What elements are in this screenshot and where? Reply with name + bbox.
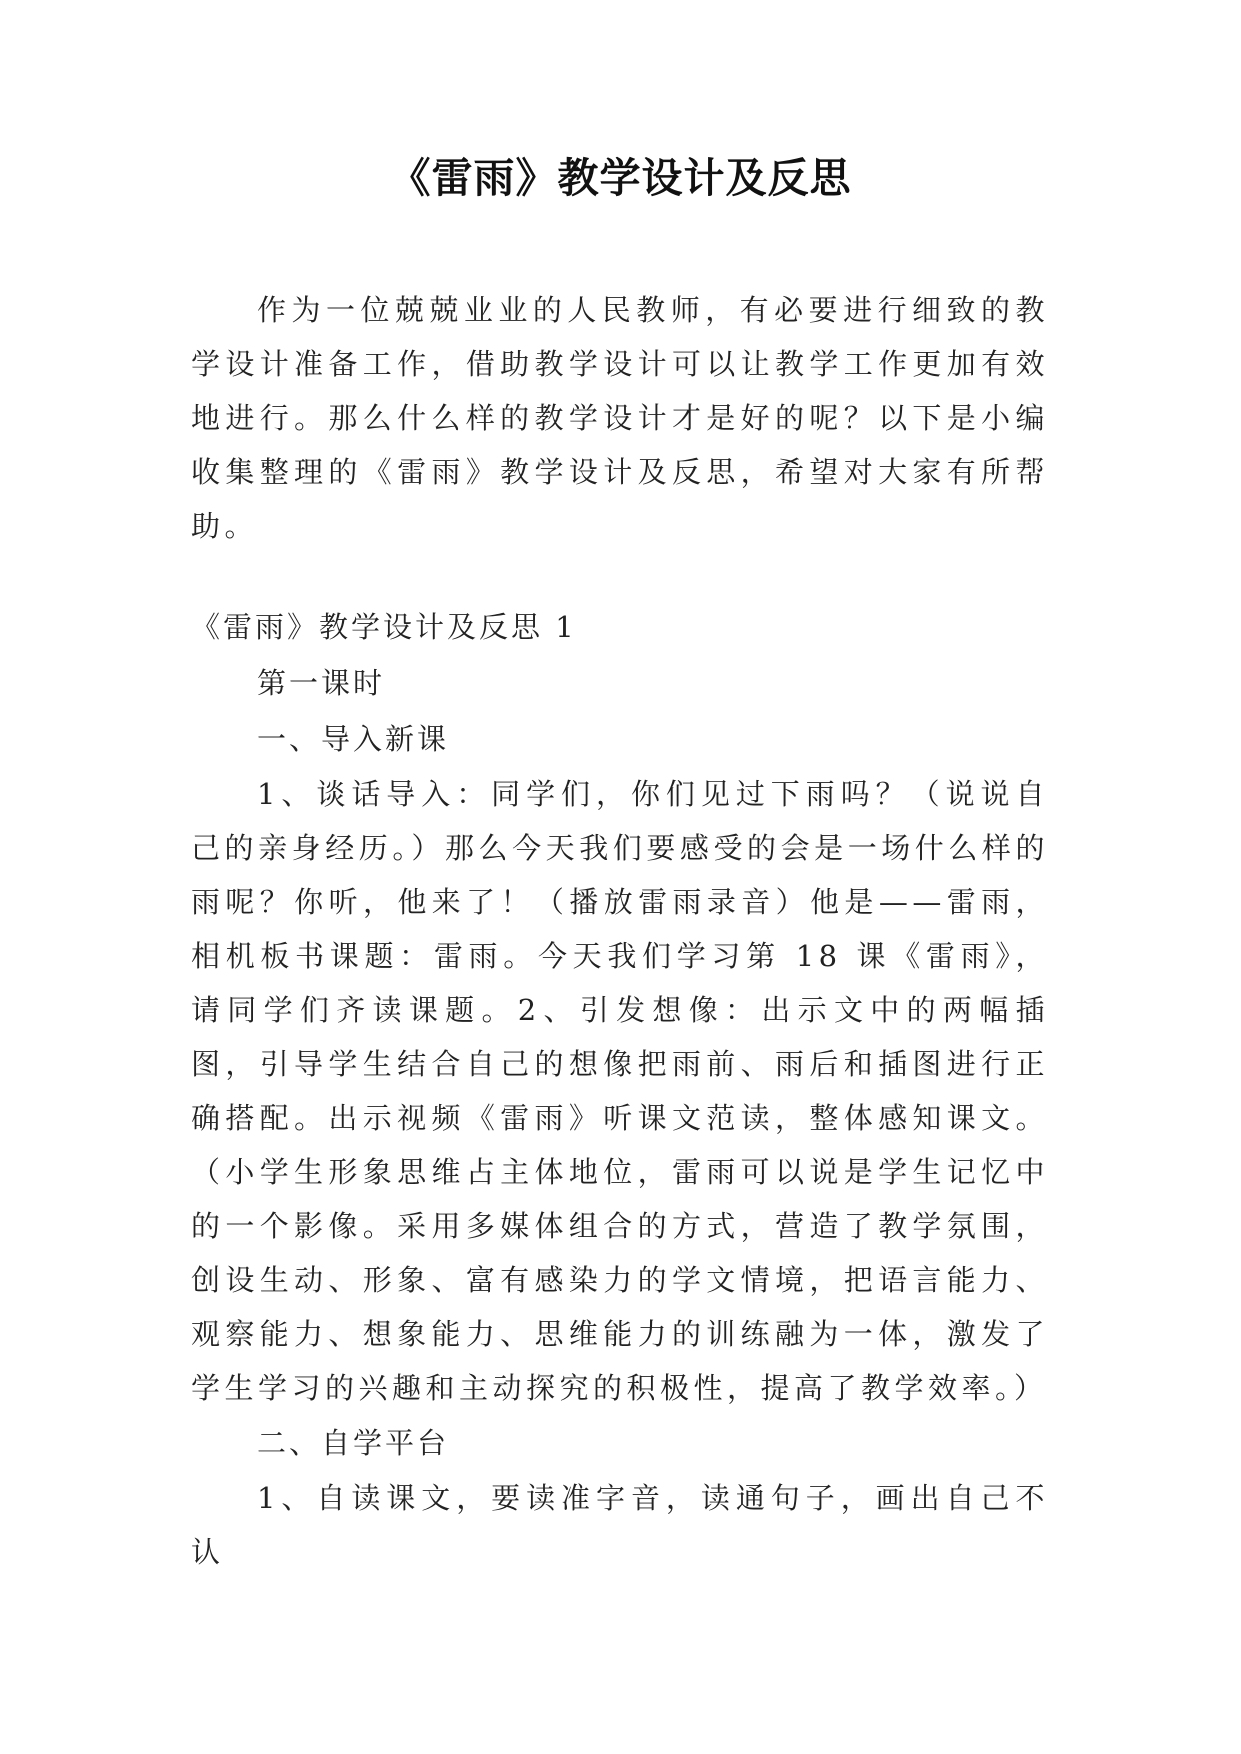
- part1-paragraph: 1、谈话导入：同学们，你们见过下雨吗？（说说自己的亲身经历。）那么今天我们要感受的会是一场什么样的雨呢？你听，他来了！（播放雷雨录音）他是——雷雨，相机板书课题：雷雨。今天我们学习第 18 课《雷雨》，请同学们齐读课题。2、引发想像：出示文中的两幅插图，引导学生结合自己的想像把雨前、雨后和插图进行正确搭配。出示视频《雷雨》听课文范读，整体感知课文。（小学生形象思维占主体地位，雷雨可以说是学生记忆中的一个影像。采用多媒体组合的方式，营造了教学氛围，创设生动、形象、富有感染力的学文情境，把语言能力、观察能力、想象能力、思维能力的训练融为一体，激发了学生学习的兴趣和主动探究的积极性，提高了教学效率。）: [191, 777, 1049, 1405]
- document-body: [191, 283, 1049, 1579]
- intro-paragraph: 作为一位兢兢业业的人民教师，有必要进行细致的教学设计准备工作，借助教学设计可以让教学工作更加有效地进行。那么什么样的教学设计才是好的呢？以下是小编收集整理的《雷雨》教学设计及反思，希望对大家有所帮助。: [191, 293, 1049, 543]
- lesson-label: 第一课时: [257, 666, 386, 700]
- document-title: 《雷雨》教学设计及反思: [389, 154, 852, 202]
- part2-paragraph: 1、自读课文，要读准字音，读通句子，画出自己不认: [191, 1481, 1049, 1569]
- part2-heading: 二、自学平台: [257, 1426, 450, 1460]
- section-heading: 《雷雨》教学设计及反思 1: [191, 610, 577, 644]
- part1-heading: 一、导入新课: [257, 722, 450, 756]
